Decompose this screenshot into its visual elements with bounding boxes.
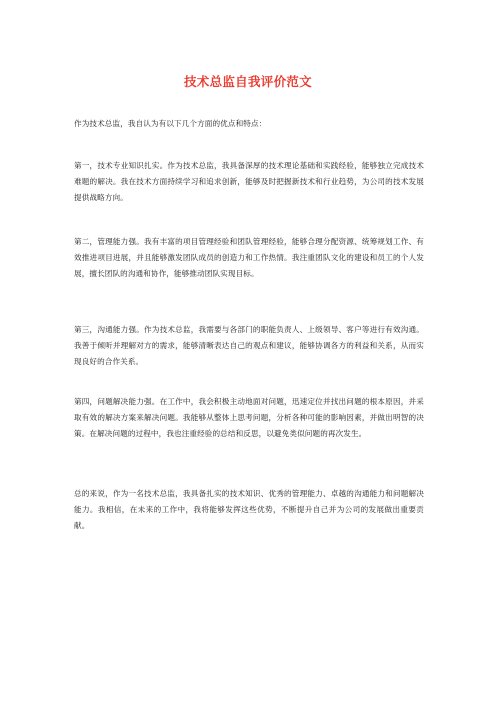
summary-paragraph: 总的来说，作为一名技术总监，我具备扎实的技术知识、优秀的管理能力、卓越的沟通能力和问题解决能力。我相信，在未来的工作中，我将能够发挥这些优势，不断提升自己并为公司的发展做出重要贡献。 <box>74 489 424 530</box>
intro-paragraph: 作为技术总监，我自认为有以下几个方面的优点和特点： <box>74 119 267 128</box>
paragraph-problem-solving: 第四，问题解决能力强。在工作中，我会积极主动地面对问题，迅速定位并找出问题的根本原因，并采取有效的解决方案来解决问题。我能够从整体上思考问题，分析各种可能的影响因素，并做出明智的决策。在解决问题的过程中，我也注重经验的总结和反思，以避免类似问题的再次发生。 <box>74 397 424 438</box>
paragraph-technical-expertise: 第一，技术专业知识扎实。作为技术总监，我具备深厚的技术理论基础和实践经验，能够独立完成技术难题的解决。我在技术方面持续学习和追求创新，能够及时把握新技术和行业趋势，为公司的技术发展提供战略方向。 <box>74 161 424 202</box>
document-title: 技术总监自我评价范文 <box>183 74 312 89</box>
paragraph-communication-ability: 第三，沟通能力强。作为技术总监，我需要与各部门的职能负责人、上级领导、客户等进行有效沟通。我善于倾听并理解对方的需求，能够清晰表达自己的观点和建议，能够协调各方的利益和关系，从而实现良好的合作关系。 <box>74 325 424 366</box>
paragraph-management-ability: 第二，管理能力强。我有丰富的项目管理经验和团队管理经验，能够合理分配资源、统筹规划工作、有效推进项目进展，并且能够激发团队成员的创造力和工作热情。我注重团队文化的建设和员工的个人发展，擅长团队的沟通和协作，能够推动团队实现目标。 <box>74 237 424 278</box>
